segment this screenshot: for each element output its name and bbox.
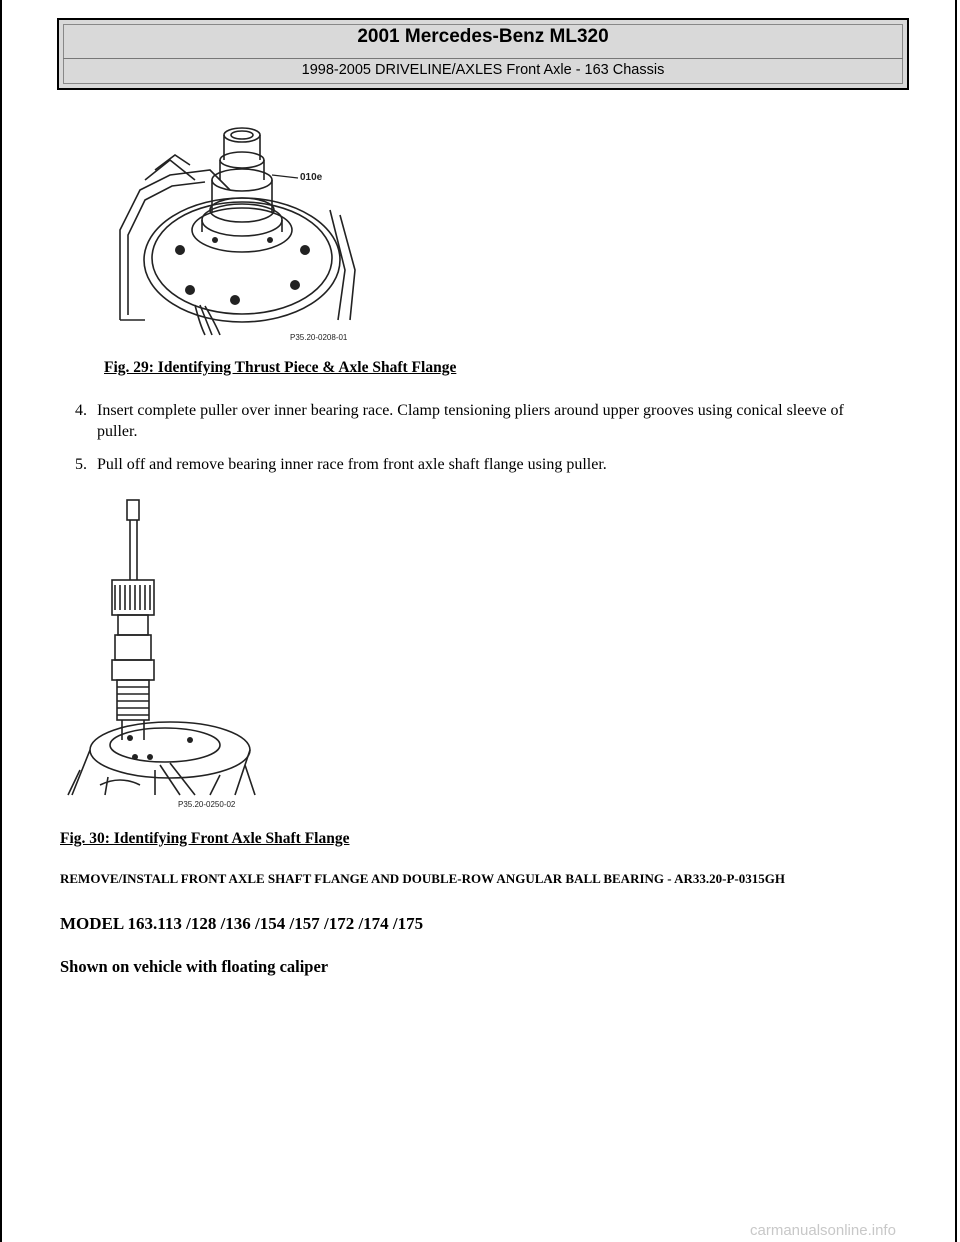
document-subtitle: 1998-2005 DRIVELINE/AXLES Front Axle - 163 Chassis xyxy=(301,62,665,78)
step-4-text: Insert complete puller over inner bearing race. Clamp tensioning pliers around upper grooves using conical sleeve of puller. xyxy=(97,402,844,440)
step-4-number: 4. xyxy=(75,402,87,419)
figure-30-code: P35.20-0250-02 xyxy=(178,800,236,809)
figure-29-code: P35.20-0208-01 xyxy=(290,333,348,342)
header-divider xyxy=(63,58,903,59)
figure-29-callout-label: 010e xyxy=(300,172,323,183)
figure-30-caption: Fig. 30: Identifying Front Axle Shaft Flange xyxy=(60,830,350,847)
procedure-heading: REMOVE/INSTALL FRONT AXLE SHAFT FLANGE AND DOUBLE-ROW ANGULAR BALL BEARING - AR33.20-P-0315GH xyxy=(60,871,785,886)
step-5 xyxy=(75,454,875,476)
vehicle-note: Shown on vehicle with floating caliper xyxy=(60,957,329,976)
figure-29-illustration xyxy=(100,120,400,350)
step-4 xyxy=(75,400,875,444)
figure-30-illustration xyxy=(60,495,260,805)
document-header xyxy=(57,18,909,90)
figure-29-caption: Fig. 29: Identifying Thrust Piece & Axle Shaft Flange xyxy=(104,359,457,376)
watermark: carmanualsonline.info xyxy=(750,1222,896,1239)
step-5-text: Pull off and remove bearing inner race from front axle shaft flange using puller. xyxy=(97,456,607,473)
document-title: 2001 Mercedes-Benz ML320 xyxy=(357,26,609,47)
model-heading: MODEL 163.113 /128 /136 /154 /157 /172 /174 /175 xyxy=(60,914,424,933)
step-5-number: 5. xyxy=(75,456,87,473)
